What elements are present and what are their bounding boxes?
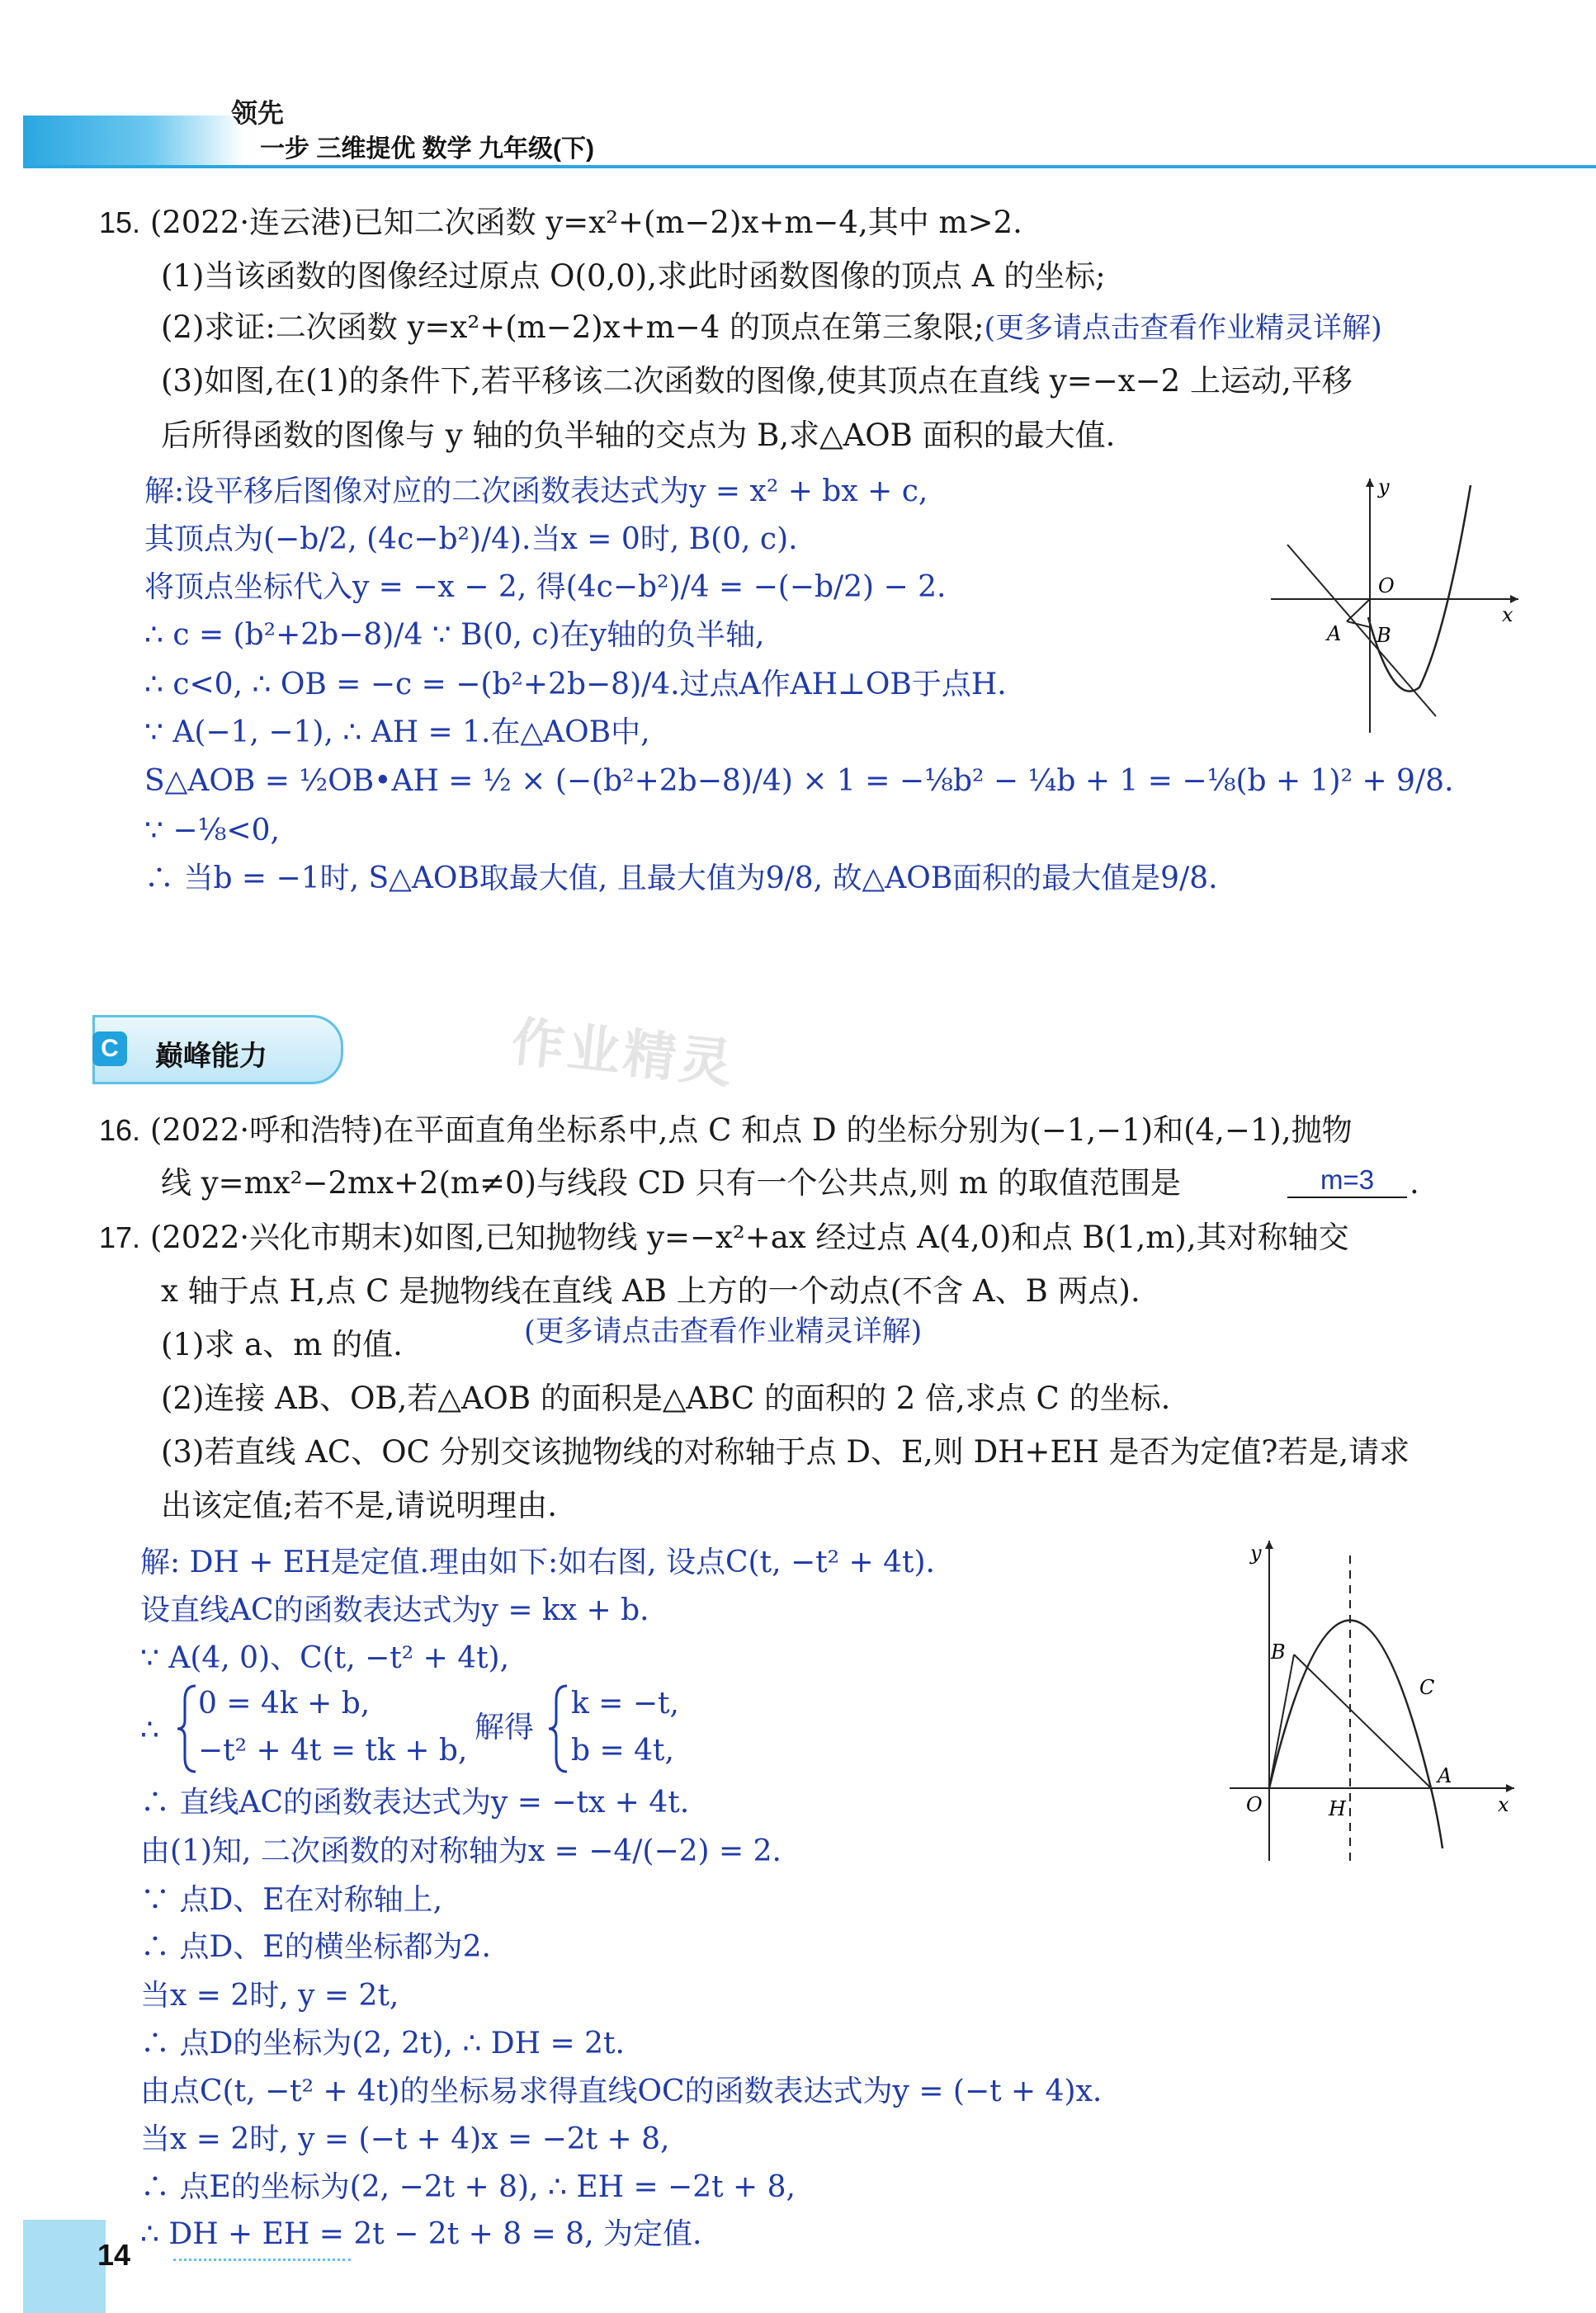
q17-part3a: (3)若直线 AC、OC 分别交该抛物线的对称轴于点 D、E,则 DH+EH 是否为定值?若是,请求 — [161, 1434, 1410, 1470]
q17-sol-line-axis: 由(1)知, 二次函数的对称轴为x = −4/(−2) = 2. — [140, 1834, 781, 1868]
q15-oa-segment — [1347, 599, 1370, 621]
q17-part2: (2)连接 AB、OB,若△AOB 的面积是△ABC 的面积的 2 倍,求点 C 的坐标. — [161, 1381, 1171, 1416]
q17-line1-text: (2022·兴化市期末)如图,已知抛物线 y=−x²+ax 经过点 A(4,0)和点 B(1,m),其对称轴交 — [149, 1220, 1349, 1255]
q15-more-link[interactable]: (更多请点击查看作业精灵详解) — [984, 312, 1382, 345]
q17-parabola — [1269, 1621, 1443, 1849]
q17-x-arrow-icon — [1506, 1784, 1514, 1792]
section-letter: C — [92, 1031, 127, 1066]
q17-graph — [1221, 1531, 1518, 1869]
q17-part3b: 出该定值;若不是,请说明理由. — [161, 1488, 557, 1523]
q15-o-label: O — [1378, 574, 1395, 597]
q15-sol-line5: ∴ c<0, ∴ OB = −c = −(b²+2b−8)/4.过点A作AH⊥OB于点H. — [144, 668, 1007, 701]
q15-x-arrow-icon — [1510, 595, 1518, 603]
q17-line1 — [99, 1220, 1349, 1256]
q15-sol-line8: ∵ −⅛<0, — [144, 814, 280, 847]
q16-line1-text: (2022·呼和浩特)在平面直角坐标系中,点 C 和点 D 的坐标分别为(−1,−1)和(4,−1),抛物 — [149, 1112, 1353, 1148]
q15-part2-text: (2)求证:二次函数 y=x²+(m−2)x+m−4 的顶点在第三象限; — [161, 309, 985, 345]
q17-sol-line-de: ∵ 点D、E在对称轴上, — [140, 1883, 443, 1917]
q17-y-arrow-icon — [1265, 1541, 1273, 1549]
q15-sol-line3: 将顶点坐标代入y = −x − 2, 得(4c−b²)/4 = −(−b/2) − 2. — [144, 570, 947, 604]
q17-sol-line-ac: ∴ 直线AC的函数表达式为y = −tx + 4t. — [140, 1786, 690, 1820]
q17-sol-line-dh: ∴ 点D的坐标为(2, 2t), ∴ DH = 2t. — [140, 2027, 625, 2060]
header-logo: 领先 — [231, 98, 285, 128]
q15-number: 15. — [99, 205, 141, 239]
page-dotted-rule — [173, 2259, 351, 2261]
q15-y-label: y — [1378, 475, 1390, 498]
q15-part3b: 后所得函数的图像与 y 轴的负半轴的交点为 B,求△AOB 面积的最大值. — [161, 418, 1116, 453]
q17-number: 17. — [99, 1220, 141, 1254]
q17-c-label: C — [1419, 1676, 1435, 1699]
q15-a-label: A — [1327, 622, 1342, 645]
q17-sol-line-x: ∴ 点D、E的横坐标都为2. — [140, 1930, 491, 1964]
q15-sol-line1: 解:设平移后图像对应的二次函数表达式为y = x² + bx + c, — [144, 474, 928, 508]
q17-h-label: H — [1329, 1797, 1346, 1820]
q16-answer: m=3 — [1287, 1164, 1407, 1198]
q16-end: . — [1409, 1165, 1419, 1201]
q15-x-label: x — [1502, 603, 1513, 626]
q17-left-brace-icon — [175, 1683, 200, 1774]
q15-sol-line2: 其顶点为(−b/2, (4c−b²)/4).当x = 0时, B(0, c). — [144, 522, 798, 556]
q17-right-brace-icon — [546, 1683, 571, 1774]
q17-sol-line3: ∵ A(4, 0)、C(t, −t² + 4t), — [140, 1641, 510, 1675]
watermark: 作业精灵 — [508, 1011, 739, 1094]
q17-a-label: A — [1438, 1764, 1452, 1787]
q17-sys-therefore: ∴ — [140, 1713, 159, 1747]
q17-more-link[interactable]: (更多请点击查看作业精灵详解) — [524, 1315, 923, 1348]
q17-sol-line-oc: 由点C(t, −t² + 4t)的坐标易求得直线OC的函数表达式为y = (−t + 4)x. — [140, 2075, 1103, 2108]
q17-sol-line2: 设直线AC的函数表达式为y = kx + b. — [140, 1593, 649, 1627]
q17-sol-line-x2: 当x = 2时, y = (−t + 4)x = −2t + 8, — [140, 2122, 670, 2156]
q17-sys-solve: 解得 — [475, 1711, 535, 1744]
q17-sys-eq1: 0 = 4k + b, — [198, 1687, 371, 1721]
q15-sol-line4: ∴ c = (b²+2b−8)/4 ∵ B(0, c)在y轴的负半轴, — [144, 618, 765, 652]
page-tab — [23, 2220, 106, 2313]
q15-stem — [99, 205, 1022, 241]
q17-sol-line-eh: ∴ 点E的坐标为(2, −2t + 8), ∴ EH = −2t + 8, — [140, 2170, 796, 2204]
q17-sys-res2: b = 4t, — [571, 1734, 674, 1768]
q17-ab-segment — [1294, 1655, 1431, 1788]
q15-sol-line6: ∵ A(−1, −1), ∴ AH = 1.在△AOB中, — [144, 715, 650, 749]
q15-b-label: B — [1376, 624, 1391, 647]
header-rule — [23, 165, 1596, 168]
q15-part3a: (3)如图,在(1)的条件下,若平移该二次函数的图像,使其顶点在直线 y=−x−2 上运动,平移 — [161, 363, 1353, 399]
q15-sol-line7: S△AOB = ½OB•AH = ½ × (−(b²+2b−8)/4) × 1 = −⅛b² − ¼b + 1 = −⅛(b + 1)² + 9/8. — [144, 764, 1454, 798]
q15-graph — [1254, 469, 1527, 741]
header-title: 一步 三维提优 数学 九年级(下) — [260, 135, 594, 163]
q15-sol-line9: ∴ 当b = −1时, S△AOB取最大值, 且最大值为9/8, 故△AOB面积的最大值是9/8. — [144, 861, 1218, 895]
q17-sol-line1: 解: DH + EH是定值.理由如下:如右图, 设点C(t, −t² + 4t). — [140, 1546, 935, 1579]
q17-o-label: O — [1246, 1793, 1263, 1816]
q16-line1 — [99, 1112, 1353, 1149]
q17-sol-line-final: ∴ DH + EH = 2t − 2t + 8 = 8, 为定值. — [140, 2217, 702, 2251]
section-title: 巅峰能力 — [155, 1041, 267, 1072]
q16-number: 16. — [99, 1113, 141, 1147]
q17-sol-line-y: 当x = 2时, y = 2t, — [140, 1979, 399, 2013]
q15-part1: (1)当该函数的图像经过原点 O(0,0),求此时函数图像的顶点 A 的坐标; — [161, 258, 1106, 294]
q16-line2-text: 线 y=mx²−2mx+2(m≠0)与线段 CD 只有一个公共点,则 m 的取值范围是 — [161, 1165, 1181, 1201]
q15-part2 — [161, 309, 1382, 347]
q17-b-label: B — [1271, 1640, 1286, 1664]
page-number: 14 — [97, 2238, 131, 2272]
q15-stem-text: (2022·连云港)已知二次函数 y=x²+(m−2)x+m−4,其中 m>2. — [149, 205, 1022, 240]
q15-y-arrow-icon — [1366, 479, 1374, 487]
q17-y-label: y — [1250, 1541, 1262, 1565]
q17-line2: x 轴于点 H,点 C 是抛物线在直线 AB 上方的一个动点(不含 A、B 两点). — [161, 1273, 1140, 1309]
q16-line2 — [161, 1165, 1181, 1201]
q17-sys-res1: k = −t, — [571, 1687, 679, 1721]
q17-ob-segment — [1269, 1655, 1294, 1788]
q17-part1: (1)求 a、m 的值. — [161, 1327, 403, 1362]
q17-sys-eq2: −t² + 4t = tk + b, — [198, 1734, 468, 1768]
q17-x-label: x — [1498, 1793, 1509, 1816]
